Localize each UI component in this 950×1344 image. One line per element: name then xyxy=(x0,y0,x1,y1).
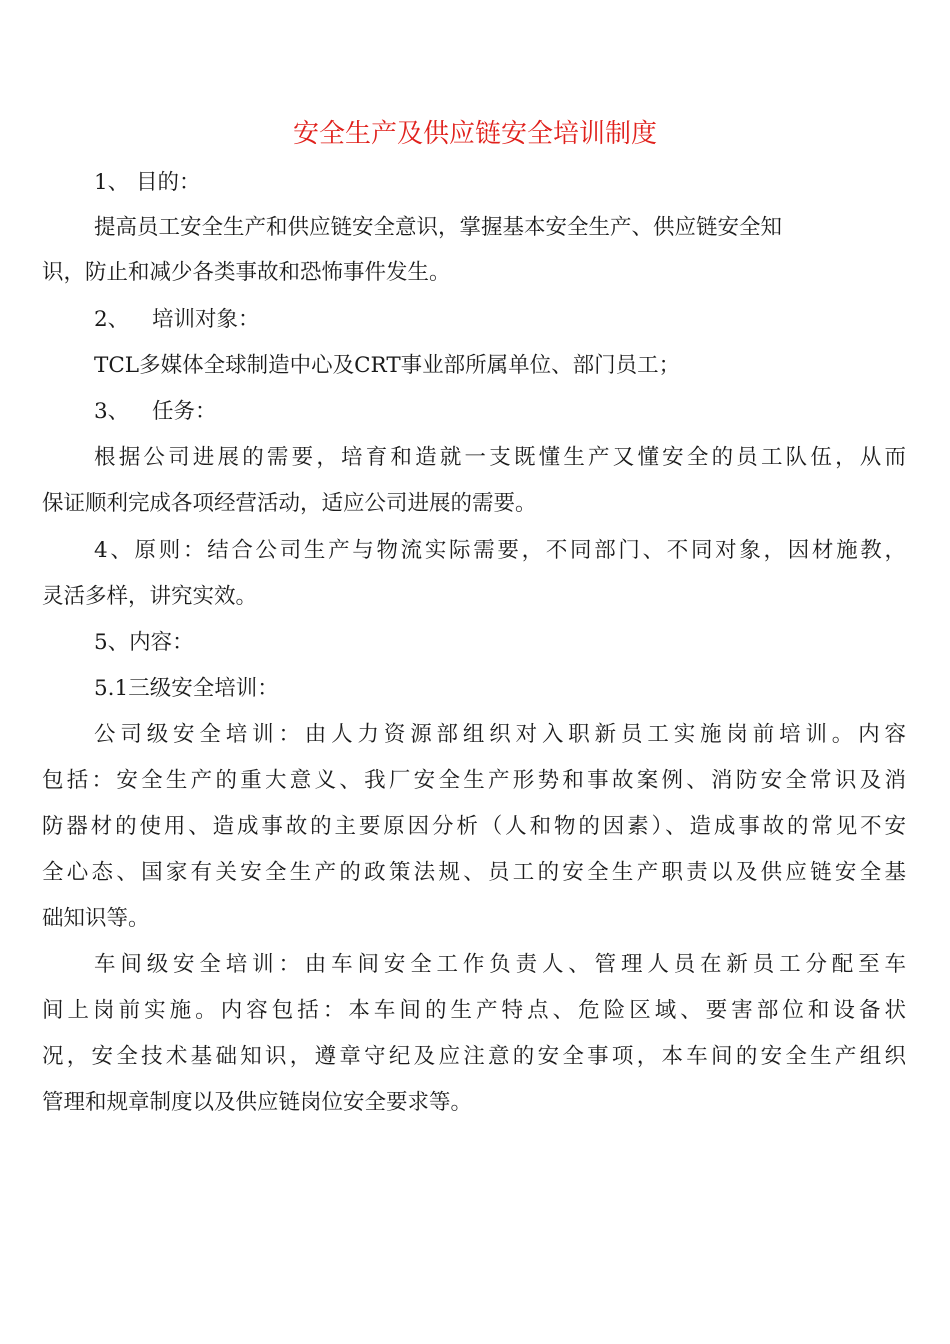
company-training-line-4: 全心态、国家有关安全生产的政策法规、员工的安全生产职责以及供应链安全基 xyxy=(42,860,906,885)
workshop-training-line-1: 车间级安全培训：由车间安全工作负责人、管理人员在新员工分配至车 xyxy=(94,952,906,977)
company-training-line-2: 包括：安全生产的重大意义、我厂安全生产形势和事故案例、消防安全常识及消 xyxy=(42,768,906,793)
company-training-line-5: 础知识等。 xyxy=(42,906,150,931)
section-3-number: 3、 xyxy=(94,399,130,424)
section-2-text-line-1: TCL多媒体全球制造中心及CRT事业部所属单位、部门员工； xyxy=(94,353,681,378)
section-3-text-line-1: 根据公司进展的需要，培育和造就一支既懂生产又懂安全的员工队伍，从而 xyxy=(94,445,906,470)
company-training-line-1: 公司级安全培训：由人力资源部组织对入职新员工实施岗前培训。内容 xyxy=(94,722,906,747)
workshop-training-line-4: 管理和规章制度以及供应链岗位安全要求等。 xyxy=(42,1090,473,1115)
section-3-heading-row xyxy=(94,397,217,427)
section-2-number: 2、 xyxy=(94,307,130,332)
section-4-text-line-1: 4、原则：结合公司生产与物流实际需要，不同部门、不同对象，因材施教， xyxy=(94,538,906,563)
workshop-training-line-2: 间上岗前实施。内容包括：本车间的生产特点、危险区域、要害部位和设备状 xyxy=(42,998,906,1023)
document-title: 安全生产及供应链安全培训制度 xyxy=(292,119,657,149)
section-2-heading: 培训对象： xyxy=(152,307,260,332)
workshop-training-line-3: 况，安全技术基础知识，遵章守纪及应注意的安全事项，本车间的安全生产组织 xyxy=(42,1044,906,1069)
company-training-line-3: 防器材的使用、造成事故的主要原因分析（人和物的因素）、造成事故的常见不安 xyxy=(42,814,906,839)
section-3-heading: 任务： xyxy=(152,399,217,424)
section-2-heading-row xyxy=(94,305,260,335)
section-1-heading: 1、 目的： xyxy=(94,170,201,195)
section-5-heading: 5、内容： xyxy=(94,630,194,655)
section-4-text-line-2: 灵活多样，讲究实效。 xyxy=(42,584,258,609)
section-3-text-line-2: 保证顺利完成各项经营活动，适应公司进展的需要。 xyxy=(42,491,537,516)
section-1-text-line-2: 识，防止和减少各类事故和恐怖事件发生。 xyxy=(42,260,451,285)
section-1-text-line-1: 提高员工安全生产和供应链安全意识，掌握基本安全生产、供应链安全知 xyxy=(94,215,783,240)
section-5-1-heading: 5.1三级安全培训： xyxy=(94,676,279,701)
